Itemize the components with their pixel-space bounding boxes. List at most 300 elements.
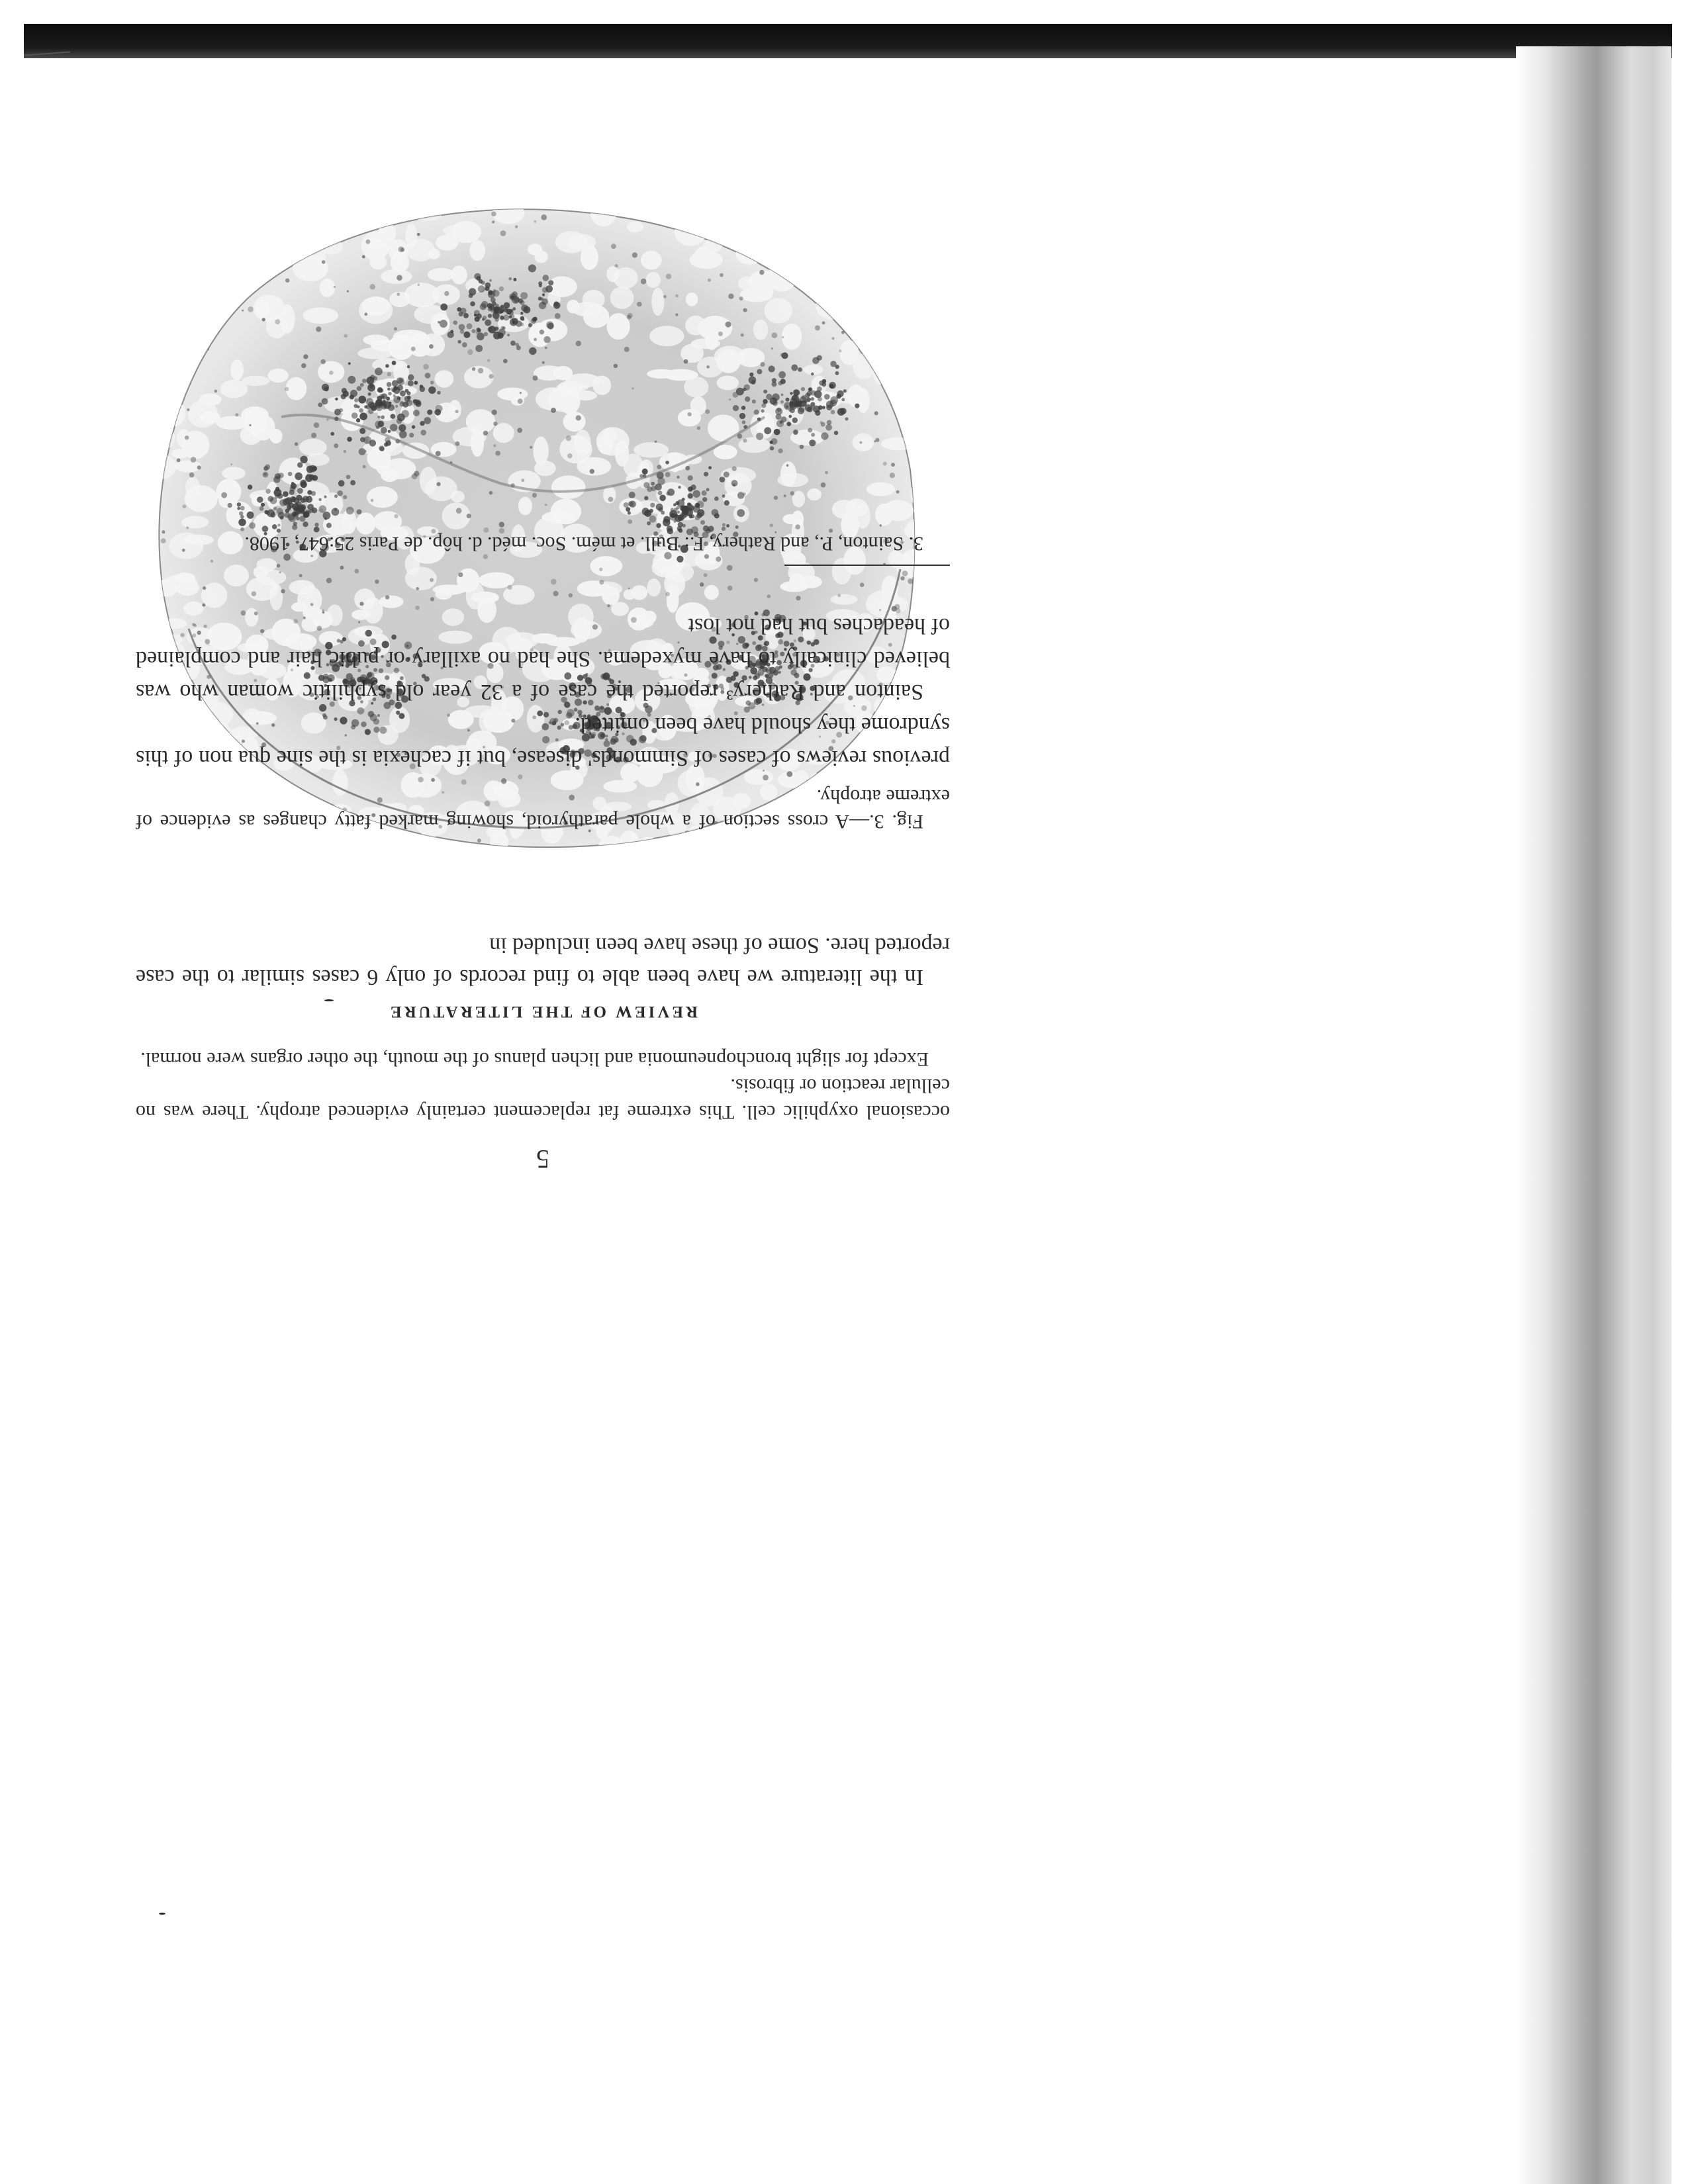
stroma-speck xyxy=(184,250,190,256)
fat-vacuole xyxy=(222,238,248,265)
stroma-speck xyxy=(774,496,778,500)
stroma-speck xyxy=(221,492,227,498)
stroma-speck xyxy=(417,233,420,236)
stroma-speck xyxy=(453,320,457,325)
stroma-speck xyxy=(411,347,416,351)
fat-vacuole xyxy=(830,308,860,319)
stroma-speck xyxy=(463,850,465,852)
fat-vacuole xyxy=(320,837,348,848)
cell-nucleus xyxy=(330,432,334,436)
fat-vacuole xyxy=(367,841,391,864)
cell-nucleus xyxy=(542,293,545,296)
stroma-speck xyxy=(827,852,829,854)
cell-nucleus xyxy=(314,523,318,527)
cell-nucleus xyxy=(289,490,295,495)
stroma-speck xyxy=(394,328,397,331)
cell-nucleus xyxy=(647,522,651,525)
stroma-speck xyxy=(910,847,913,850)
cell-nucleus xyxy=(799,406,805,412)
cell-nucleus xyxy=(272,524,277,529)
stroma-speck xyxy=(211,560,213,563)
stroma-speck xyxy=(425,373,431,379)
stroma-speck xyxy=(182,504,186,508)
stroma-speck xyxy=(347,290,349,292)
fat-vacuole xyxy=(846,212,861,230)
stroma-speck xyxy=(387,372,391,376)
cell-nucleus xyxy=(379,402,383,406)
cell-nucleus xyxy=(682,498,685,501)
stroma-speck xyxy=(796,596,800,600)
fat-vacuole xyxy=(840,248,854,269)
cell-nucleus xyxy=(628,512,631,515)
cell-nucleus xyxy=(794,400,801,406)
cell-nucleus xyxy=(665,461,669,465)
stroma-speck xyxy=(883,462,887,466)
fat-vacuole xyxy=(449,400,461,419)
stroma-speck xyxy=(320,359,326,365)
fat-vacuole xyxy=(320,239,343,254)
cell-nucleus xyxy=(724,500,729,506)
cell-nucleus xyxy=(685,508,693,516)
cell-nucleus xyxy=(437,391,441,395)
stroma-speck xyxy=(455,441,460,446)
fat-vacuole xyxy=(685,316,706,336)
fat-vacuole xyxy=(393,330,428,343)
cell-nucleus xyxy=(756,433,763,440)
cell-nucleus xyxy=(629,492,635,498)
stroma-speck xyxy=(364,450,367,453)
fat-vacuole xyxy=(865,839,882,862)
stroma-speck xyxy=(786,464,789,467)
cell-nucleus xyxy=(463,332,470,338)
stroma-speck xyxy=(520,322,524,326)
cell-nucleus xyxy=(798,367,802,372)
cell-nucleus xyxy=(382,396,385,398)
stroma-speck xyxy=(478,368,483,373)
stroma-speck xyxy=(624,347,630,352)
fat-vacuole xyxy=(174,572,195,583)
cell-nucleus xyxy=(387,388,391,391)
stroma-speck xyxy=(492,410,497,415)
cell-nucleus xyxy=(733,405,739,411)
fat-vacuole xyxy=(367,486,398,508)
fat-vacuole xyxy=(493,423,514,443)
stroma-speck xyxy=(521,478,524,482)
stroma-speck xyxy=(902,570,908,576)
cell-nucleus xyxy=(553,302,561,309)
fat-vacuole xyxy=(708,415,739,442)
cell-nucleus xyxy=(366,404,371,409)
cell-nucleus xyxy=(745,396,750,402)
stroma-speck xyxy=(576,341,581,346)
cell-nucleus xyxy=(348,376,355,384)
figure-caption xyxy=(136,784,950,834)
stroma-speck xyxy=(467,514,471,518)
cell-nucleus xyxy=(690,484,696,490)
cell-nucleus xyxy=(369,384,374,388)
cell-nucleus xyxy=(792,418,798,423)
cell-nucleus xyxy=(776,420,784,427)
stroma-speck xyxy=(841,331,845,334)
stroma-speck xyxy=(430,381,434,385)
stroma-speck xyxy=(303,223,308,228)
fat-vacuole xyxy=(812,278,825,295)
cell-nucleus xyxy=(400,390,406,396)
stroma-speck xyxy=(860,299,863,302)
fat-vacuole xyxy=(790,224,806,244)
fat-vacuole xyxy=(433,584,466,595)
footnote-rule xyxy=(784,565,950,566)
fat-vacuole xyxy=(220,236,242,246)
stroma-speck xyxy=(827,420,832,426)
stroma-speck xyxy=(898,367,900,369)
cell-nucleus xyxy=(811,433,815,437)
stroma-speck xyxy=(326,578,332,583)
cell-nucleus xyxy=(366,398,373,405)
stroma-speck xyxy=(412,473,418,479)
cell-nucleus xyxy=(786,405,789,408)
fat-vacuole xyxy=(678,409,701,426)
fat-vacuole xyxy=(173,235,198,245)
cell-nucleus xyxy=(469,293,473,298)
fat-vacuole xyxy=(306,453,330,466)
cell-nucleus xyxy=(769,365,775,372)
fat-vacuole xyxy=(691,338,721,349)
cell-nucleus xyxy=(249,522,256,529)
stroma-speck xyxy=(826,850,829,852)
cell-nucleus xyxy=(459,324,465,331)
cell-nucleus xyxy=(384,443,388,447)
stroma-speck xyxy=(366,240,371,244)
cell-nucleus xyxy=(368,392,371,396)
cell-nucleus xyxy=(463,313,469,318)
fat-vacuole xyxy=(738,437,770,453)
stroma-speck xyxy=(334,286,336,289)
cell-nucleus xyxy=(510,295,514,299)
cell-nucleus xyxy=(501,326,504,330)
stroma-speck xyxy=(371,499,374,502)
fat-vacuole xyxy=(389,239,408,261)
stroma-speck xyxy=(545,347,547,349)
cell-nucleus xyxy=(427,410,432,415)
stroma-speck xyxy=(462,342,467,347)
cell-nucleus xyxy=(644,496,648,500)
stroma-speck xyxy=(316,326,321,332)
cell-nucleus xyxy=(300,456,307,463)
stroma-speck xyxy=(495,451,500,456)
stroma-speck xyxy=(385,595,389,599)
fat-vacuole xyxy=(187,835,223,862)
cell-nucleus xyxy=(677,556,683,563)
stroma-speck xyxy=(675,313,678,316)
fat-vacuole xyxy=(201,276,236,293)
fat-vacuole xyxy=(821,205,855,214)
cell-nucleus xyxy=(548,280,553,285)
stroma-speck xyxy=(729,398,731,400)
fat-vacuole xyxy=(633,442,669,457)
stroma-speck xyxy=(499,287,504,292)
cell-nucleus xyxy=(504,302,510,309)
cell-nucleus xyxy=(360,437,365,442)
fat-vacuole xyxy=(735,244,763,265)
stroma-speck xyxy=(388,208,391,211)
stroma-speck xyxy=(702,224,707,228)
cell-nucleus xyxy=(318,498,321,501)
footnote xyxy=(136,531,950,556)
cell-nucleus xyxy=(370,375,375,380)
stroma-speck xyxy=(214,390,218,393)
cell-nucleus xyxy=(474,273,481,280)
fat-vacuole xyxy=(832,308,867,318)
cell-nucleus xyxy=(800,445,804,449)
fat-vacuole xyxy=(839,236,870,255)
cell-nucleus xyxy=(307,504,314,510)
stroma-speck xyxy=(782,336,784,338)
stroma-speck xyxy=(418,284,420,287)
fat-vacuole xyxy=(320,279,336,297)
cell-nucleus xyxy=(764,427,771,434)
stroma-speck xyxy=(303,354,308,359)
cell-nucleus xyxy=(546,322,553,329)
stroma-speck xyxy=(177,459,181,463)
fat-vacuole xyxy=(574,390,597,400)
cell-nucleus xyxy=(324,496,326,498)
fat-vacuole xyxy=(291,213,325,229)
stroma-speck xyxy=(637,302,642,307)
cell-nucleus xyxy=(706,488,710,491)
cell-nucleus xyxy=(685,466,690,471)
cell-nucleus xyxy=(834,431,838,435)
fat-vacuole xyxy=(144,308,179,318)
cell-nucleus xyxy=(399,424,406,432)
stroma-speck xyxy=(379,445,384,451)
fat-vacuole xyxy=(832,500,856,519)
stroma-speck xyxy=(252,591,257,596)
cell-nucleus xyxy=(644,510,651,517)
cell-nucleus xyxy=(385,364,389,368)
stroma-speck xyxy=(772,332,778,338)
fat-vacuole xyxy=(813,842,831,865)
fat-vacuole xyxy=(185,269,203,287)
fat-vacuole xyxy=(442,502,471,529)
cell-nucleus xyxy=(657,465,661,469)
fat-vacuole xyxy=(847,206,874,228)
stroma-speck xyxy=(599,568,602,571)
stroma-speck xyxy=(340,566,344,570)
stroma-speck xyxy=(475,331,479,334)
fat-vacuole xyxy=(882,357,910,373)
cell-nucleus xyxy=(273,507,277,511)
fat-vacuole xyxy=(703,239,722,253)
stroma-speck xyxy=(410,210,415,214)
cell-nucleus xyxy=(837,408,845,416)
stroma-speck xyxy=(761,409,765,412)
cell-nucleus xyxy=(507,334,510,336)
cell-nucleus xyxy=(808,428,812,433)
stroma-speck xyxy=(831,337,834,340)
fat-vacuole xyxy=(839,340,859,365)
cell-nucleus xyxy=(776,414,782,420)
stroma-speck xyxy=(198,310,204,316)
stroma-speck xyxy=(365,312,368,316)
cell-nucleus xyxy=(791,365,798,371)
fat-vacuole xyxy=(704,585,719,600)
stroma-speck xyxy=(859,441,862,444)
cell-nucleus xyxy=(359,428,365,434)
cell-nucleus xyxy=(434,409,441,416)
stroma-speck xyxy=(284,835,288,839)
cell-nucleus xyxy=(677,476,679,478)
fat-vacuole xyxy=(608,844,632,860)
stroma-speck xyxy=(781,394,784,396)
cell-nucleus xyxy=(388,392,391,395)
cell-nucleus xyxy=(280,516,283,520)
stroma-speck xyxy=(891,359,893,361)
cell-nucleus xyxy=(722,523,726,526)
cell-nucleus xyxy=(387,382,392,387)
cell-nucleus xyxy=(520,316,525,321)
fat-vacuole xyxy=(144,454,176,479)
cell-nucleus xyxy=(663,519,671,527)
cell-nucleus xyxy=(531,318,536,324)
stroma-speck xyxy=(375,580,379,584)
cell-nucleus xyxy=(318,402,322,407)
cell-nucleus xyxy=(359,408,363,413)
fat-vacuole xyxy=(651,288,664,316)
fat-vacuole xyxy=(280,210,314,224)
cell-nucleus xyxy=(270,512,275,518)
cell-nucleus xyxy=(326,523,332,528)
stroma-speck xyxy=(508,585,512,590)
stroma-speck xyxy=(825,278,829,281)
cell-nucleus xyxy=(485,320,491,326)
stroma-speck xyxy=(299,574,303,577)
stroma-speck xyxy=(817,260,822,265)
fat-vacuole xyxy=(435,370,454,387)
stroma-speck xyxy=(778,449,782,453)
fat-vacuole xyxy=(143,275,173,294)
cell-nucleus xyxy=(651,482,655,486)
stroma-speck xyxy=(242,310,244,312)
cell-nucleus xyxy=(459,312,463,316)
stroma-speck xyxy=(167,231,169,234)
fat-vacuole xyxy=(205,272,228,288)
cell-nucleus xyxy=(650,503,655,508)
fat-vacuole xyxy=(649,326,684,346)
cell-nucleus xyxy=(375,421,382,428)
cell-nucleus xyxy=(714,513,720,518)
stroma-speck xyxy=(201,300,203,302)
cell-nucleus xyxy=(514,297,519,302)
cell-nucleus xyxy=(541,298,543,300)
cell-nucleus xyxy=(626,507,630,512)
stroma-speck xyxy=(334,443,338,448)
stroma-speck xyxy=(675,295,679,298)
stroma-speck xyxy=(844,213,848,217)
cell-nucleus xyxy=(391,414,396,419)
cell-nucleus xyxy=(762,403,767,408)
cell-nucleus xyxy=(693,490,700,498)
stroma-speck xyxy=(156,442,160,447)
stroma-speck xyxy=(868,262,873,267)
cell-nucleus xyxy=(341,394,346,399)
cell-nucleus xyxy=(390,424,398,432)
body-paragraph: previous reviews of cases of Simmonds' disease, but if cachexia is the sine qua non of this syndrome they should have been omitted. xyxy=(136,713,950,770)
stroma-speck xyxy=(518,774,522,779)
fat-vacuole xyxy=(242,376,270,386)
stroma-speck xyxy=(590,469,594,474)
stroma-speck xyxy=(161,364,163,366)
cell-nucleus xyxy=(539,302,546,309)
cell-nucleus xyxy=(520,312,523,314)
fat-vacuole xyxy=(728,834,741,857)
stroma-speck xyxy=(322,260,326,264)
stroma-speck xyxy=(362,255,365,259)
fat-vacuole xyxy=(568,234,596,251)
fat-vacuole xyxy=(574,430,590,456)
cell-nucleus xyxy=(739,413,745,419)
fat-vacuole xyxy=(627,221,644,232)
cell-nucleus xyxy=(494,327,498,331)
stroma-speck xyxy=(169,322,174,327)
stroma-speck xyxy=(887,289,891,293)
fat-vacuole xyxy=(185,485,218,512)
stroma-speck xyxy=(795,223,798,226)
cell-nucleus xyxy=(259,506,264,511)
fat-vacuole xyxy=(205,236,229,246)
stroma-speck xyxy=(189,473,195,478)
continued-paragraph: occasional oxyphilic cell. This extreme fat replacement certainly evidenced atrophy. There was no cellular reaction or fibrosis. xyxy=(136,1075,950,1123)
stroma-speck xyxy=(409,433,414,437)
stroma-speck xyxy=(430,597,434,601)
stroma-speck xyxy=(908,578,913,584)
cell-nucleus xyxy=(307,490,312,495)
cell-nucleus xyxy=(348,362,351,365)
body-paragraph: In the literature we have been able to find records of only 6 cases similar to the case reported here. Some of these have been included in xyxy=(136,933,950,989)
stroma-speck xyxy=(187,408,189,411)
fat-vacuole xyxy=(641,202,665,216)
stroma-speck xyxy=(824,394,830,400)
fat-vacuole xyxy=(810,219,825,243)
stroma-speck xyxy=(880,248,884,251)
cell-nucleus xyxy=(474,314,477,316)
cell-nucleus xyxy=(528,264,536,272)
stroma-speck xyxy=(179,388,181,391)
cell-nucleus xyxy=(265,489,271,494)
cell-nucleus xyxy=(503,359,508,363)
cell-nucleus xyxy=(742,420,746,424)
cell-nucleus xyxy=(814,390,822,398)
fat-vacuole xyxy=(303,307,338,324)
stroma-speck xyxy=(277,564,281,568)
stroma-speck xyxy=(285,279,289,283)
fat-vacuole xyxy=(738,834,768,843)
fat-vacuole xyxy=(760,282,774,300)
cell-nucleus xyxy=(248,484,252,489)
fat-vacuole xyxy=(717,376,739,390)
cell-nucleus xyxy=(267,496,273,502)
cell-nucleus xyxy=(470,301,475,306)
stroma-speck xyxy=(624,502,629,508)
cell-nucleus xyxy=(291,482,294,484)
fat-vacuole xyxy=(807,488,821,500)
cell-nucleus xyxy=(237,502,241,506)
stroma-speck xyxy=(437,482,441,486)
stroma-speck xyxy=(155,563,160,568)
stroma-speck xyxy=(499,522,504,527)
stroma-speck xyxy=(171,392,175,396)
stroma-speck xyxy=(700,520,705,525)
